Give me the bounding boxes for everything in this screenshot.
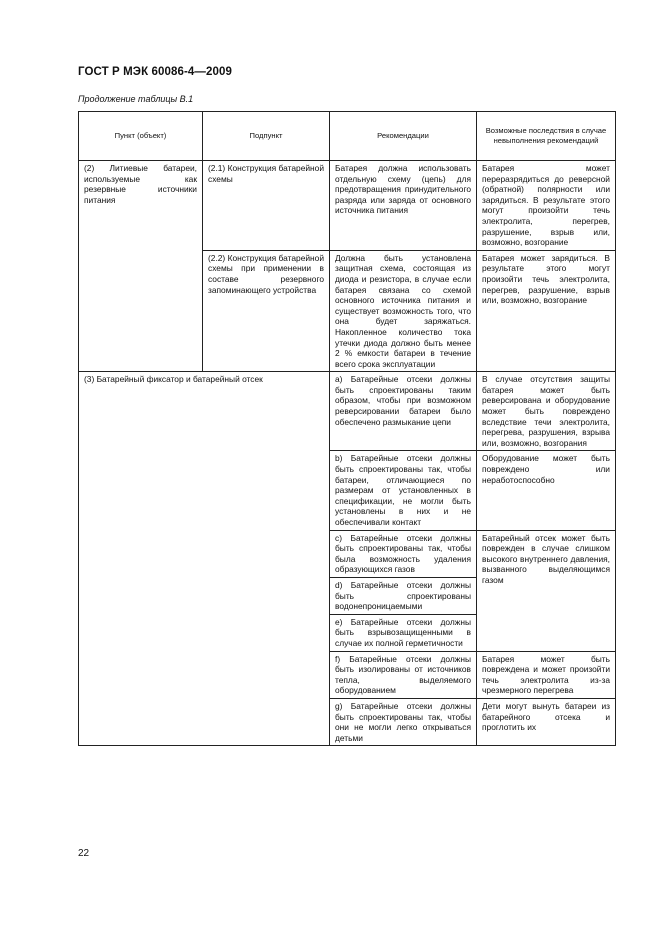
consequence-cell: Дети могут вынуть батареи из батарейного отсека и проглотить их [477,698,616,745]
consequence-cell: Батарея может переразрядиться до реверсной (обратной) полярности или зарядиться. В результате этого могут произойти течь электролита, перегрев, разрушение, взрыв или, возможно, возгорание [477,161,616,251]
recommendation-cell: Батарея должна использовать отдельную схему (цепь) для предотвращения принудительного разряда или заряда от основного источника питания [330,161,477,251]
consequence-cell: Батарея может зарядиться. В результате этого могут произойти течь электролита, перегрев, разрушение, взрыв или, возможно, возгорание [477,250,616,372]
consequence-cell: Батарея может быть повреждена и может произойти течь электролита из-за чрезмерного перегрева [477,651,616,698]
subitem-cell: (2.1) Конструкция батарейной схемы [203,161,330,251]
table-row [79,372,616,451]
recommendation-cell: g) Батарейные отсеки должны быть спроектированы так, чтобы они не могли легко открываться детьми [330,698,477,745]
col-header-recommendation: Рекомендации [330,112,477,161]
standard-title: ГОСТ Р МЭК 60086-4—2009 [78,66,232,78]
consequence-cell: В случае отсутствия защиты батарея может быть реверсирована и оборудование может быть повреждено вследствие течи электролита, перегрева, разрушения, взрыва или, возможно, возгорания [477,372,616,451]
col-header-consequence: Возможные последствия в случае невыполнения рекомендаций [477,112,616,161]
item-cell: (2) Литиевые батареи, используемые как резервные источники питания [79,161,203,372]
recommendations-table [78,111,616,746]
page-number: 22 [78,848,90,859]
recommendation-cell: d) Батарейные отсеки должны быть спроектированы водонепроницаемыми [330,577,477,614]
recommendation-cell: a) Батарейные отсеки должны быть спроектированы таким образом, чтобы при возможном реверсировании батареи было обеспечено размыкание цепи [330,372,477,451]
subitem-cell: (2.2) Конструкция батарейной схемы при применении в составе резервного запоминающего устройства [203,250,330,372]
item-cell: (3) Батарейный фиксатор и батарейный отсек [79,372,330,746]
recommendation-cell: f) Батарейные отсеки должны быть изолированы от источников тепла, выделяемого оборудованием [330,651,477,698]
table-header-row [79,112,616,161]
recommendation-cell: e) Батарейные отсеки должны быть взрывозащищенными в случае их полной герметичности [330,614,477,651]
consequence-cell: Батарейный отсек может быть поврежден в случае слишком высокого внутреннего давления, вызванного выделяющимся газом [477,530,616,651]
consequence-cell: Оборудование может быть повреждено или неработоспособно [477,451,616,530]
table-caption: Продолжение таблицы В.1 [78,94,194,104]
col-header-item: Пункт (объект) [79,112,203,161]
table-row [79,161,616,251]
col-header-subitem: Подпункт [203,112,330,161]
recommendation-cell: c) Батарейные отсеки должны быть спроектированы так, чтобы была возможность удаления образующихся газов [330,530,477,577]
recommendation-cell: b) Батарейные отсеки должны быть спроектированы так, чтобы батареи, отличающиеся по размерам от установленных в спецификации, не могли быть установлены в них и не обеспечивали контакт [330,451,477,530]
recommendation-cell: Должна быть установлена защитная схема, состоящая из диода и резистора, в случае если батарея связана со схемой основного источника питания и существует возможность того, что она будет заряжаться. Накопленное количество тока утечки диода должно быть менее 2 % емкости батареи в течение всего срока эксплуатации [330,250,477,372]
